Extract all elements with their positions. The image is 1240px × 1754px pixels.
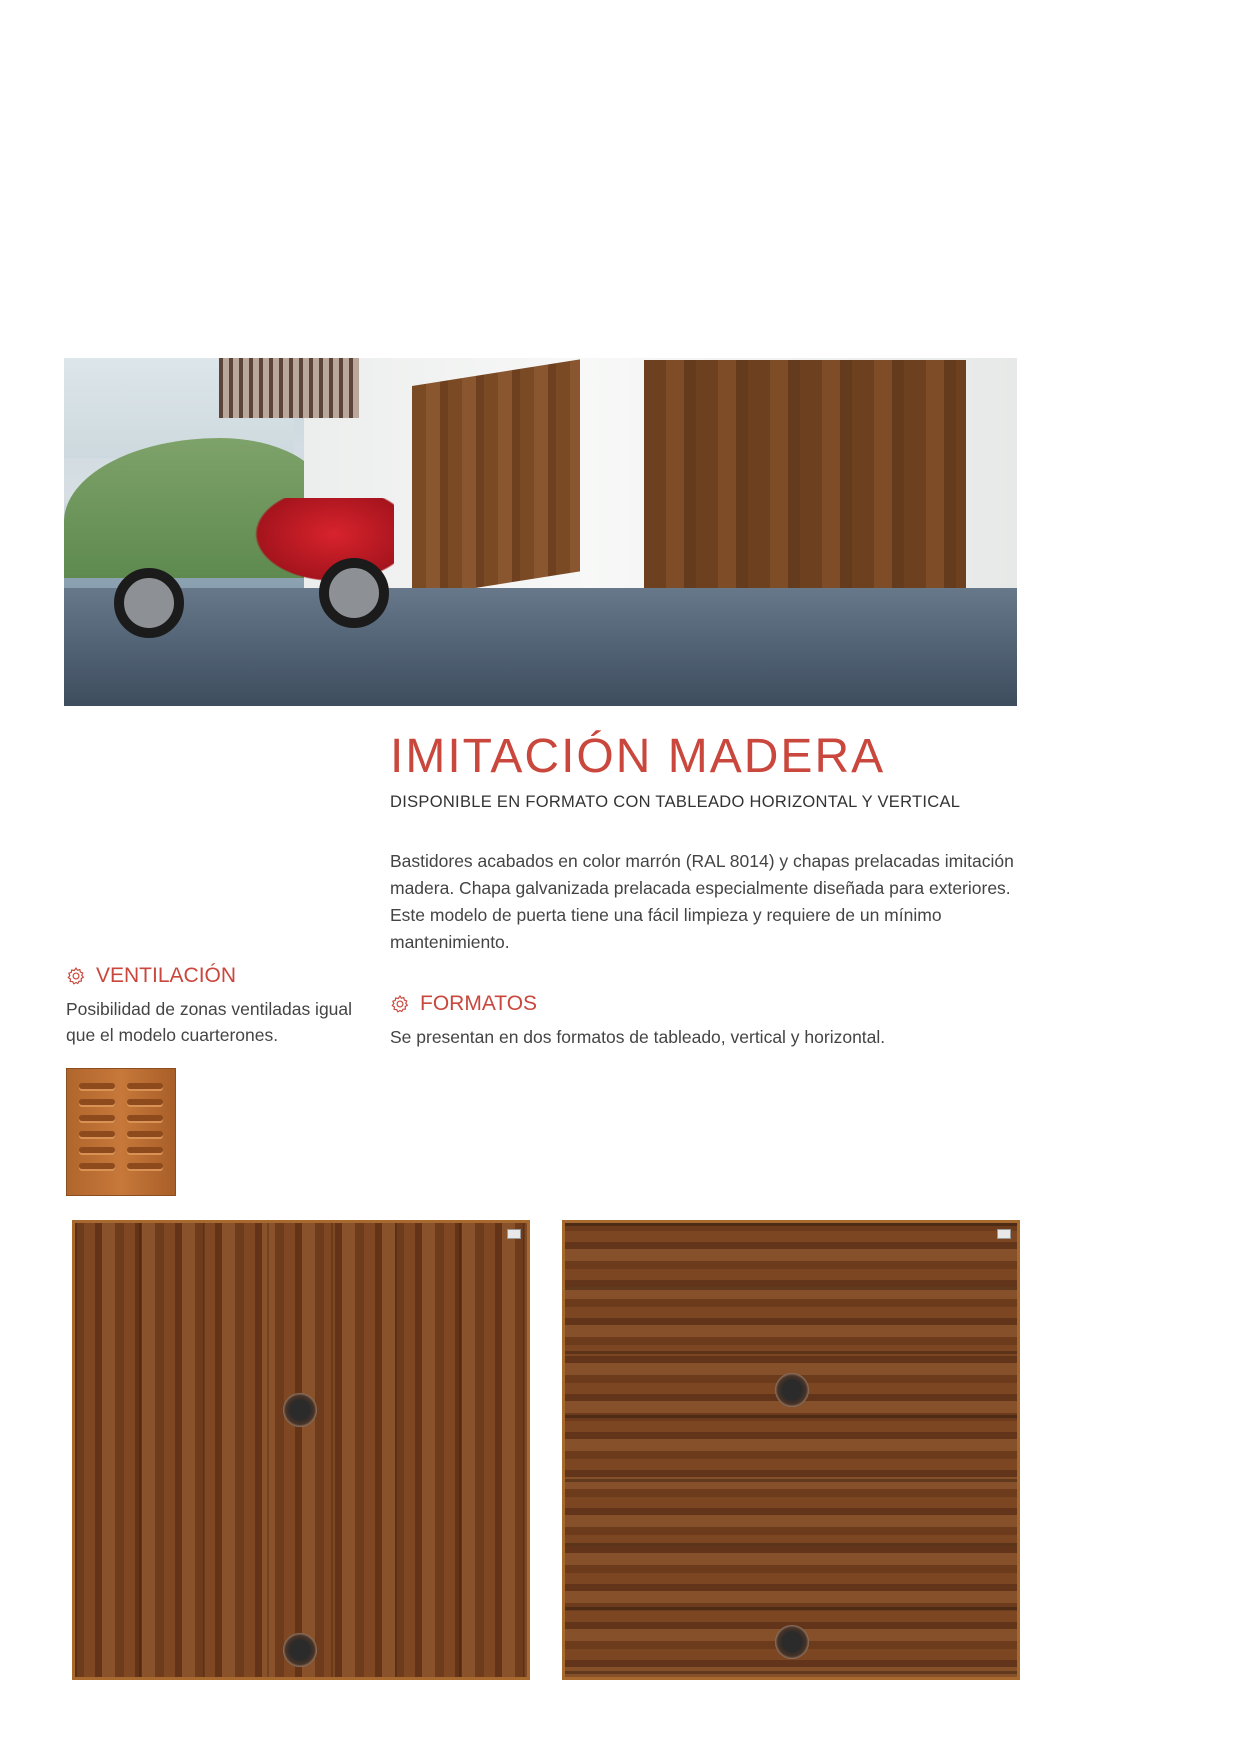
door-handle	[283, 1393, 317, 1427]
formatos-text: Se presentan en dos formatos de tableado, vertical y horizontal.	[390, 1027, 886, 1047]
grille-slat	[127, 1115, 163, 1121]
description-paragraph: Bastidores acabados en color marrón (RAL 8014) y chapas prelacadas imitación madera. Chapa galvanizada prelacada especialmente diseñada para exteriores. Este modelo de puerta tiene una fácil limpieza y requiere de un mínimo mantenimiento.	[390, 851, 1014, 952]
door-sample-vertical	[72, 1220, 530, 1680]
door-label-tag	[997, 1229, 1011, 1239]
gear-icon	[390, 994, 410, 1014]
motorcycle-front-wheel	[319, 558, 389, 628]
ventilacion-title: VENTILACIÓN	[96, 964, 237, 987]
grille-slat	[79, 1083, 115, 1089]
door-sample-horizontal	[562, 1220, 1020, 1680]
grille-slat	[127, 1147, 163, 1153]
grille-slat	[127, 1131, 163, 1137]
grille-slat	[79, 1099, 115, 1105]
grille-slat	[127, 1163, 163, 1169]
door-lock	[775, 1625, 809, 1659]
door-lock	[283, 1633, 317, 1667]
gear-icon	[66, 966, 86, 986]
grille-slat	[79, 1131, 115, 1137]
grille-slat	[79, 1163, 115, 1169]
balcony	[219, 358, 359, 418]
formatos-heading	[390, 992, 537, 1016]
page-title: IMITACIÓN MADERA	[390, 730, 886, 783]
ventilacion-text: Posibilidad de zonas ventiladas igual que el modelo cuarterones.	[66, 999, 353, 1045]
grille-slat	[127, 1083, 163, 1089]
garage-door-closed	[644, 360, 966, 606]
driveway	[64, 588, 1017, 706]
formatos-title: FORMATOS	[420, 992, 538, 1015]
door-label-tag	[507, 1229, 521, 1239]
motorcycle-rear-wheel	[114, 568, 184, 638]
garage-door-open	[412, 359, 580, 598]
page-subtitle: DISPONIBLE EN FORMATO CON TABLEADO HORIZONTAL Y VERTICAL	[390, 793, 961, 811]
grille-slat	[79, 1115, 115, 1121]
door-handle	[775, 1373, 809, 1407]
grille-slat	[127, 1099, 163, 1105]
hero-photo-garage-doors	[64, 358, 1017, 706]
ventilation-grille-sample	[66, 1068, 176, 1196]
grille-slat	[79, 1147, 115, 1153]
ventilacion-heading	[66, 964, 236, 988]
